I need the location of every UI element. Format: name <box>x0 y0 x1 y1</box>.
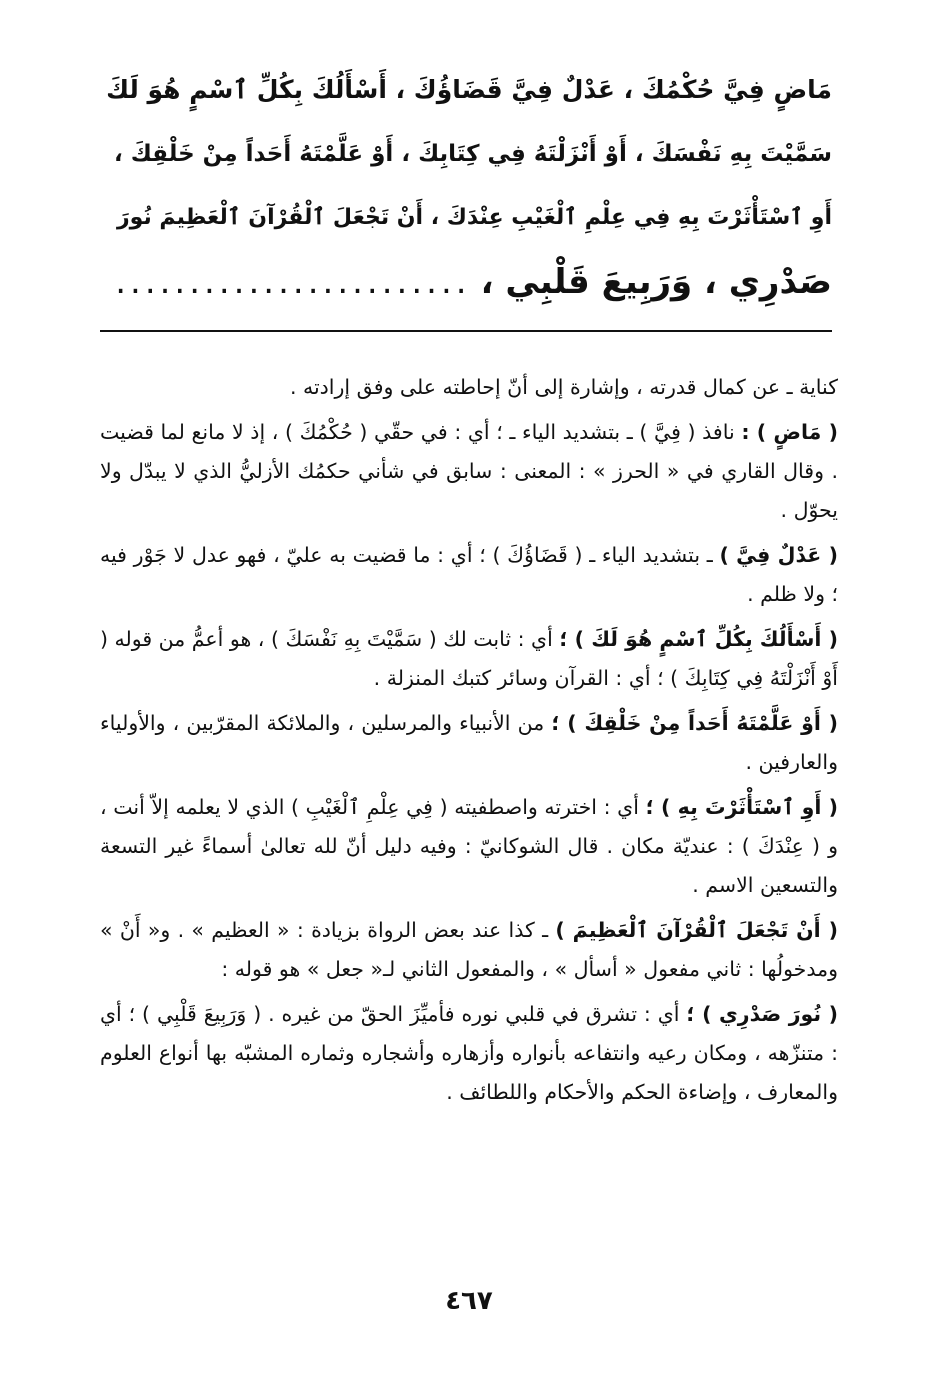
note-paragraph <box>100 368 838 407</box>
main-text-line: أَوِ ٱسْتَأْثَرْتَ بِهِ فِي عِلْمِ ٱلْغَيْبِ عِنْدَكَ ، أَنْ تَجْعَلَ ٱلْقُرْآنَ ٱلْعَظِيمَ نُورَ <box>117 205 832 230</box>
main-text-line-text: صَدْرِي ، وَرَبِيعَ قَلْبِي ، <box>480 262 832 302</box>
note-body: أي : تشرق في قلبي نوره فأميِّزَ الحقّ من غيره . ( وَرَبِيعَ قَلْبِي ) ؛ أي : متنزّهه ، ومكان رعيه وانتفاعه بأنواره وأزهاره وأشجاره وثماره المشبّه بها أنواع العلوم والمعارف ، وإضاءة الحكم والأحكام واللطائف . <box>100 1002 838 1104</box>
note-paragraph <box>100 620 838 698</box>
note-heading: ( أَوْ عَلَّمْتَهُ أَحَداً مِنْ خَلْقِكَ ) ؛ <box>551 711 838 735</box>
main-text-line-last <box>100 250 832 314</box>
ellipsis-dots: ........................ <box>115 262 471 302</box>
main-text-line: مَاضٍ فِيَّ حُكْمُكَ ، عَدْلٌ فِيَّ قَضَاؤُكَ ، أَسْأَلُكَ بِكُلِّ ٱسْمٍ هُوَ لَكَ <box>106 75 832 104</box>
note-heading: ( أَنْ تَجْعَلَ ٱلْقُرْآنَ ٱلْعَظِيمَ ) <box>555 918 838 942</box>
note-body: ـ بتشديد الياء ـ ( قَضَاؤُكَ ) ؛ أي : ما قضيت به عليّ ، فهو عدل لا جَوْر فيه ؛ ولا ظلم . <box>100 543 838 606</box>
note-heading: ( عَدْلٌ فِيَّ ) <box>719 543 838 567</box>
note-heading: ( نُورَ صَدْرِي ) ؛ <box>686 1002 838 1026</box>
commentary-notes <box>100 368 838 1118</box>
note-heading: ( أَسْأَلُكَ بِكُلِّ ٱسْمٍ هُوَ لَكَ ) ؛ <box>559 627 838 651</box>
note-paragraph <box>100 413 838 530</box>
note-paragraph <box>100 788 838 905</box>
note-body: أي : اخترته واصطفيته ( فِي عِلْمِ ٱلْغَيْبِ ) الذي لا يعلمه إلاّ أنت ، و ( عِنْدَكَ ) : عنديّة مكان . قال الشوكانيّ : وفيه دليل أنّ لله تعالىٰ أسماءً غير التسعة والتسعين الاسم . <box>100 795 838 897</box>
note-paragraph <box>100 995 838 1112</box>
main-text-block <box>100 58 832 314</box>
note-paragraph <box>100 536 838 614</box>
note-body: من الأنبياء والمرسلين ، والملائكة المقرّبين ، والأولياء والعارفين . <box>100 711 838 774</box>
main-text-line: سَمَّيْتَ بِهِ نَفْسَكَ ، أَوْ أَنْزَلْتَهُ فِي كِتَابِكَ ، أَوْ عَلَّمْتَهُ أَحَداً مِنْ خَلْقِكَ ، <box>114 141 832 167</box>
note-body: ـ كذا عند بعض الرواة بزيادة : « العظيم » . و« أَنْ » ومدخولُها : ثاني مفعول « أسأل » ، والمفعول الثاني لـ« جعل » هو قوله : <box>100 918 838 981</box>
note-body: أي : ثابت لك ( سَمَّيْتَ بِهِ نَفْسَكَ ) ، هو أعمُّ من قوله ( أَوْ أَنْزَلْتَهُ فِي كِتَابِكَ ) ؛ أي : القرآن وسائر كتبك المنزلة . <box>100 627 838 690</box>
note-heading: ( مَاضٍ ) : <box>741 420 838 444</box>
note-body: كناية ـ عن كمال قدرته ، وإشارة إلى أنّ إحاطته على وفق إرادته . <box>289 375 838 399</box>
page-number: ٤٦٧ <box>445 1286 493 1316</box>
footnote-divider <box>100 330 832 332</box>
note-body: نافذ ( فِيَّ ) ـ بتشديد الياء ـ ؛ أي : في حقّي ( حُكْمُكَ ) ، إذ لا مانع لما قضيت . وقال القاري في « الحرز » : المعنى : سابق في شأني حكمُك الأزليُّ الذي لا يبدّل ولا يحوّل . <box>100 420 838 522</box>
note-paragraph <box>100 704 838 782</box>
note-heading: ( أَوِ ٱسْتَأْثَرْتَ بِهِ ) ؛ <box>645 795 838 819</box>
note-paragraph <box>100 911 838 989</box>
